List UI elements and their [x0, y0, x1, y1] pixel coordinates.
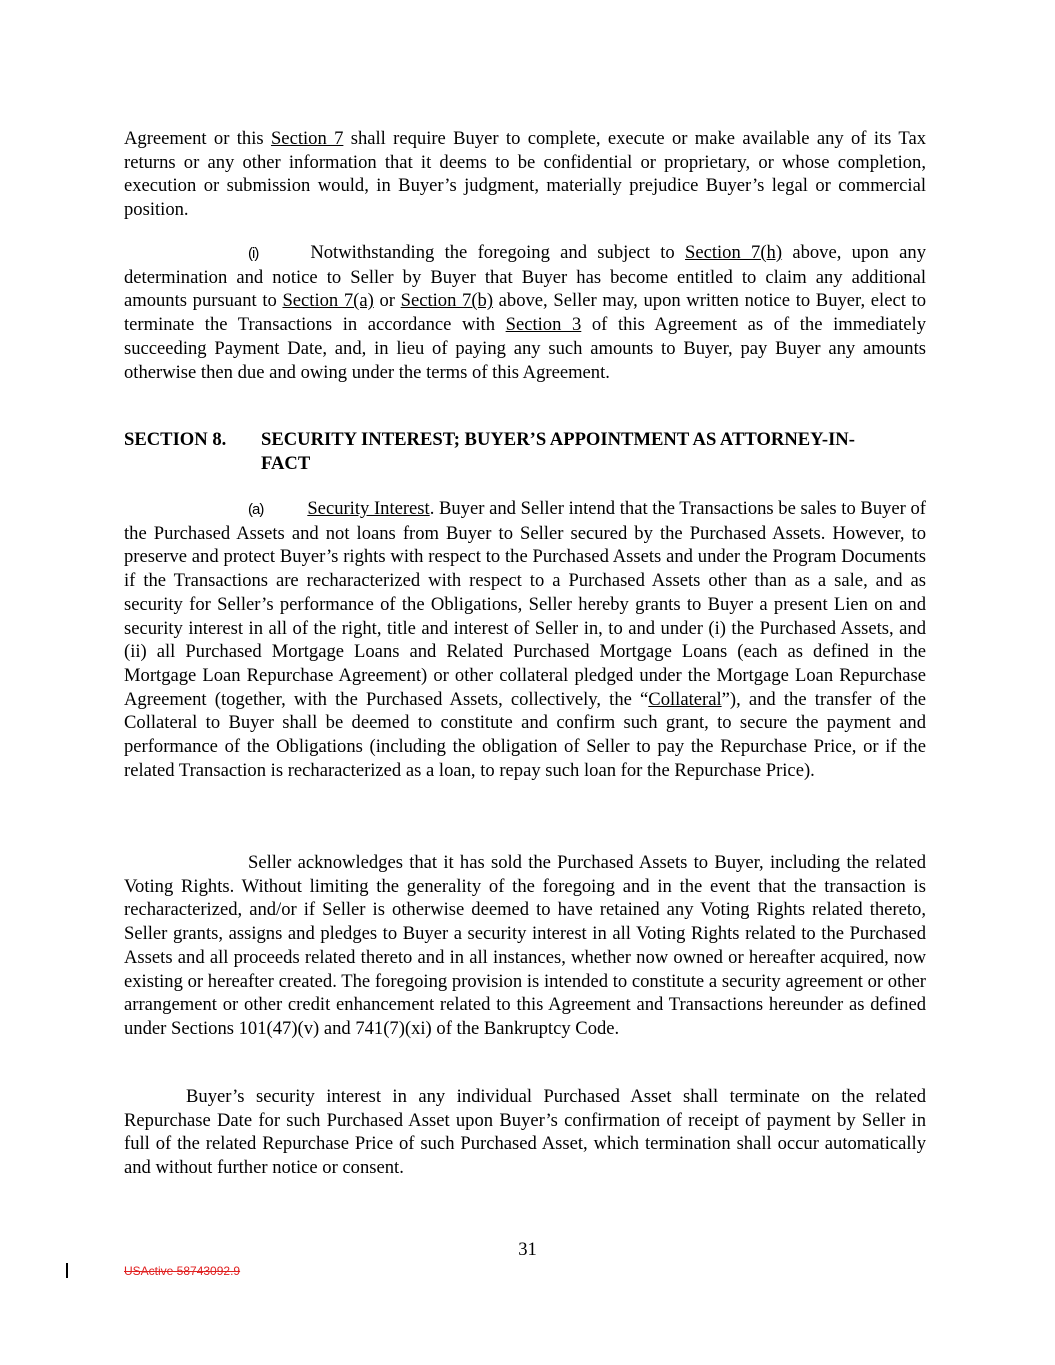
- paragraph-tax-returns: Agreement or this Section 7 shall require Buyer to complete, execute or make available any of its Tax returns or any other information that it deems to be confidential or proprietary, or whose completion, execution or submission would, in Buyer’s judgment, materially prejudice Buyer’s legal or commercial position.: [124, 128, 926, 221]
- security-interest-caption: Security Interest: [307, 498, 430, 519]
- paragraph-a-security-interest: (a) Security Interest. Buyer and Seller intend that the Transactions be sales to Buyer of the Purchased Assets and not loans from Buyer to Seller secured by the Purchased Assets. However, to preserve and protect Buyer’s rights with respect to the Purchased Assets and under the Program Documents if the Transactions are recharacterized with respect to a Purchased Assets other than as a sale, and as security for Seller’s performance of the Obligations, Seller hereby grants to Buyer a present Lien on and security interest in all of the right, title and interest of Seller in, to and under (i) the Purchased Assets, and (ii) all Purchased Mortgage Loans and Related Purchased Mortgage Loans (each as defined in the Mortgage Loan Repurchase Agreement) or other collateral pledged under the Mortgage Loan Repurchase Agreement (together, with the Purchased Assets, collectively, the “Collateral”), and the transfer of the Collateral to Buyer shall be deemed to constitute and confirm such grant, to secure the payment and performance of the Obligations (including the obligation of Seller to pay the Repurchase Price, or if the related Transaction is recharacterized as a loan, to repay such loan for the Repurchase Price).: [124, 498, 926, 781]
- revision-change-bar: [66, 1263, 68, 1278]
- section-3-reference: Section 3: [505, 314, 582, 336]
- section-7-reference: Section 7: [270, 128, 344, 149]
- paragraph-voting-rights: Seller acknowledges that it has sold the Purchased Assets to Buyer, including the related Voting Rights. Without limiting the generality of the foregoing and in the event that the transaction is recharacterized, and/or if Seller is otherwise deemed to have retained any Voting Rights related thereto, Seller grants, assigns and pledges to Buyer a security interest in all Voting Rights related to the Purchased Assets and all proceeds related thereto and in all instances, whether now owned or hereafter acquired, now existing or hereafter created. The foregoing provision is intended to constitute a security agreement or other arrangement or other credit enhancement related to this Agreement and Transactions hereunder as defined under Sections 101(47)(v) and 741(7)(xi) of the Bankruptcy Code.: [124, 852, 926, 1039]
- document-id: USActive 58743092.9: [124, 1264, 241, 1278]
- subsection-marker-a: (a): [248, 501, 264, 518]
- subsection-marker-i: (i): [248, 245, 259, 262]
- section-title: SECURITY INTEREST; BUYER’S APPOINTMENT AS ATTORNEY-IN-FACT: [261, 429, 855, 474]
- section-7a-reference: Section 7(a): [282, 290, 374, 312]
- section-number: SECTION 8.: [124, 429, 227, 450]
- section-7b-reference: Section 7(b): [400, 290, 494, 312]
- section-7h-reference: Section 7(h): [685, 242, 783, 263]
- page-number: 31: [518, 1239, 537, 1260]
- paragraph-termination: Buyer’s security interest in any individual Purchased Asset shall terminate on the related Repurchase Date for such Purchased Asset upon Buyer’s confirmation of receipt of payment by Seller in full of the related Repurchase Price of such Purchased Asset, which termination shall occur automatically and without further notice or consent.: [124, 1086, 926, 1179]
- collateral-defined-term: Collateral: [648, 688, 722, 710]
- paragraph-i: (i) Notwithstanding the foregoing and subject to Section 7(h) above, upon any determination and notice to Seller by Buyer that Buyer has become entitled to claim any additional amounts pursuant to Section 7(a) or Section 7(b) above, Seller may, upon written notice to Buyer, elect to terminate the Transactions in accordance with Section 3 of this Agreement as of the immediately succeeding Payment Date, and, in lieu of paying any such amounts to Buyer, pay Buyer any amounts otherwise then due and owing under the terms of this Agreement.: [124, 242, 927, 383]
